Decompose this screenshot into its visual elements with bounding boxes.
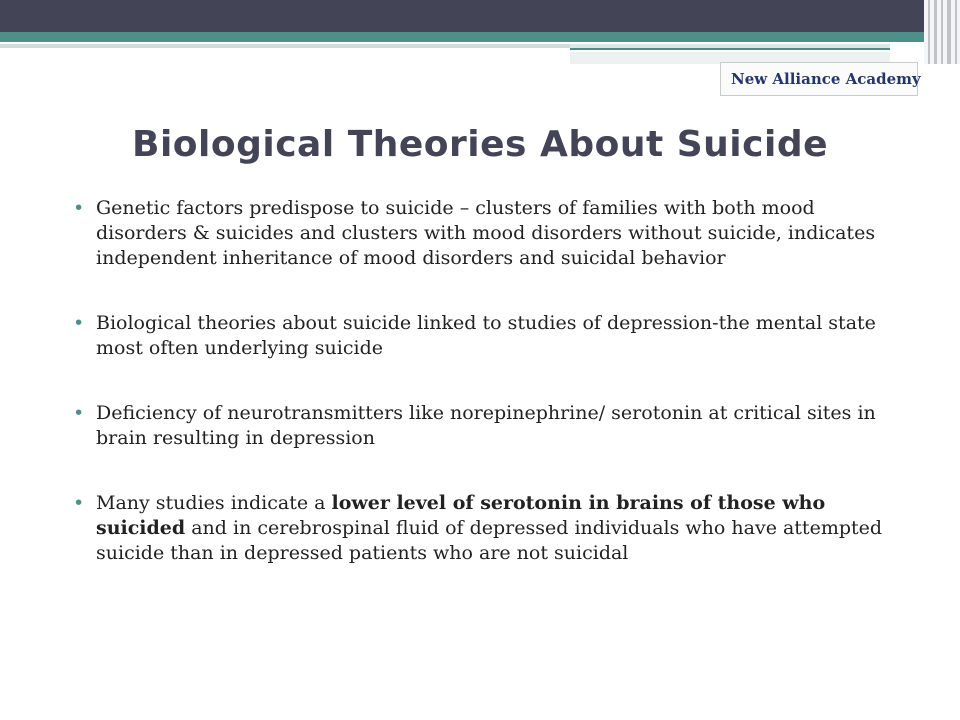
accent-line [570, 48, 890, 50]
bullet-icon: • [73, 492, 85, 514]
bullet-text-prefix: Many studies indicate a [96, 492, 332, 514]
bullet-text-emphasis: lower level of serotonin in brains of those who suicided [96, 492, 826, 539]
bullet-text-suffix: and in cerebrospinal fluid of depressed individuals who have attempted suicide than in depressed patients who are not suicidal [96, 517, 883, 564]
bullet-item [70, 491, 900, 566]
bullet-text: Biological theories about suicide linked to studies of depression-the mental state most often underlying suicide [96, 312, 876, 359]
bullet-list [70, 196, 900, 606]
logo [720, 62, 921, 96]
logo-text: New Alliance Academy [731, 70, 921, 88]
slide-title: Biological Theories About Suicide [132, 124, 828, 165]
bullet-text: Deficiency of neurotransmitters like norepinephrine/ serotonin at critical sites in brain resulting in depression [96, 402, 876, 449]
bullet-icon: • [73, 197, 85, 219]
corner-decoration [924, 0, 960, 64]
divider-strip [0, 44, 570, 48]
bullet-icon: • [73, 402, 85, 424]
bullet-text: Genetic factors predispose to suicide – clusters of families with both mood disorders & suicides and clusters with mood disorders without suicide, indicates independent inheritance of mood disorders and suicidal behavior [96, 197, 876, 269]
bullet-item [70, 196, 900, 271]
bullet-icon: • [73, 312, 85, 334]
bullet-item [70, 401, 900, 451]
header-bar [0, 0, 960, 32]
bullet-item [70, 311, 900, 361]
accent-band [0, 32, 960, 42]
